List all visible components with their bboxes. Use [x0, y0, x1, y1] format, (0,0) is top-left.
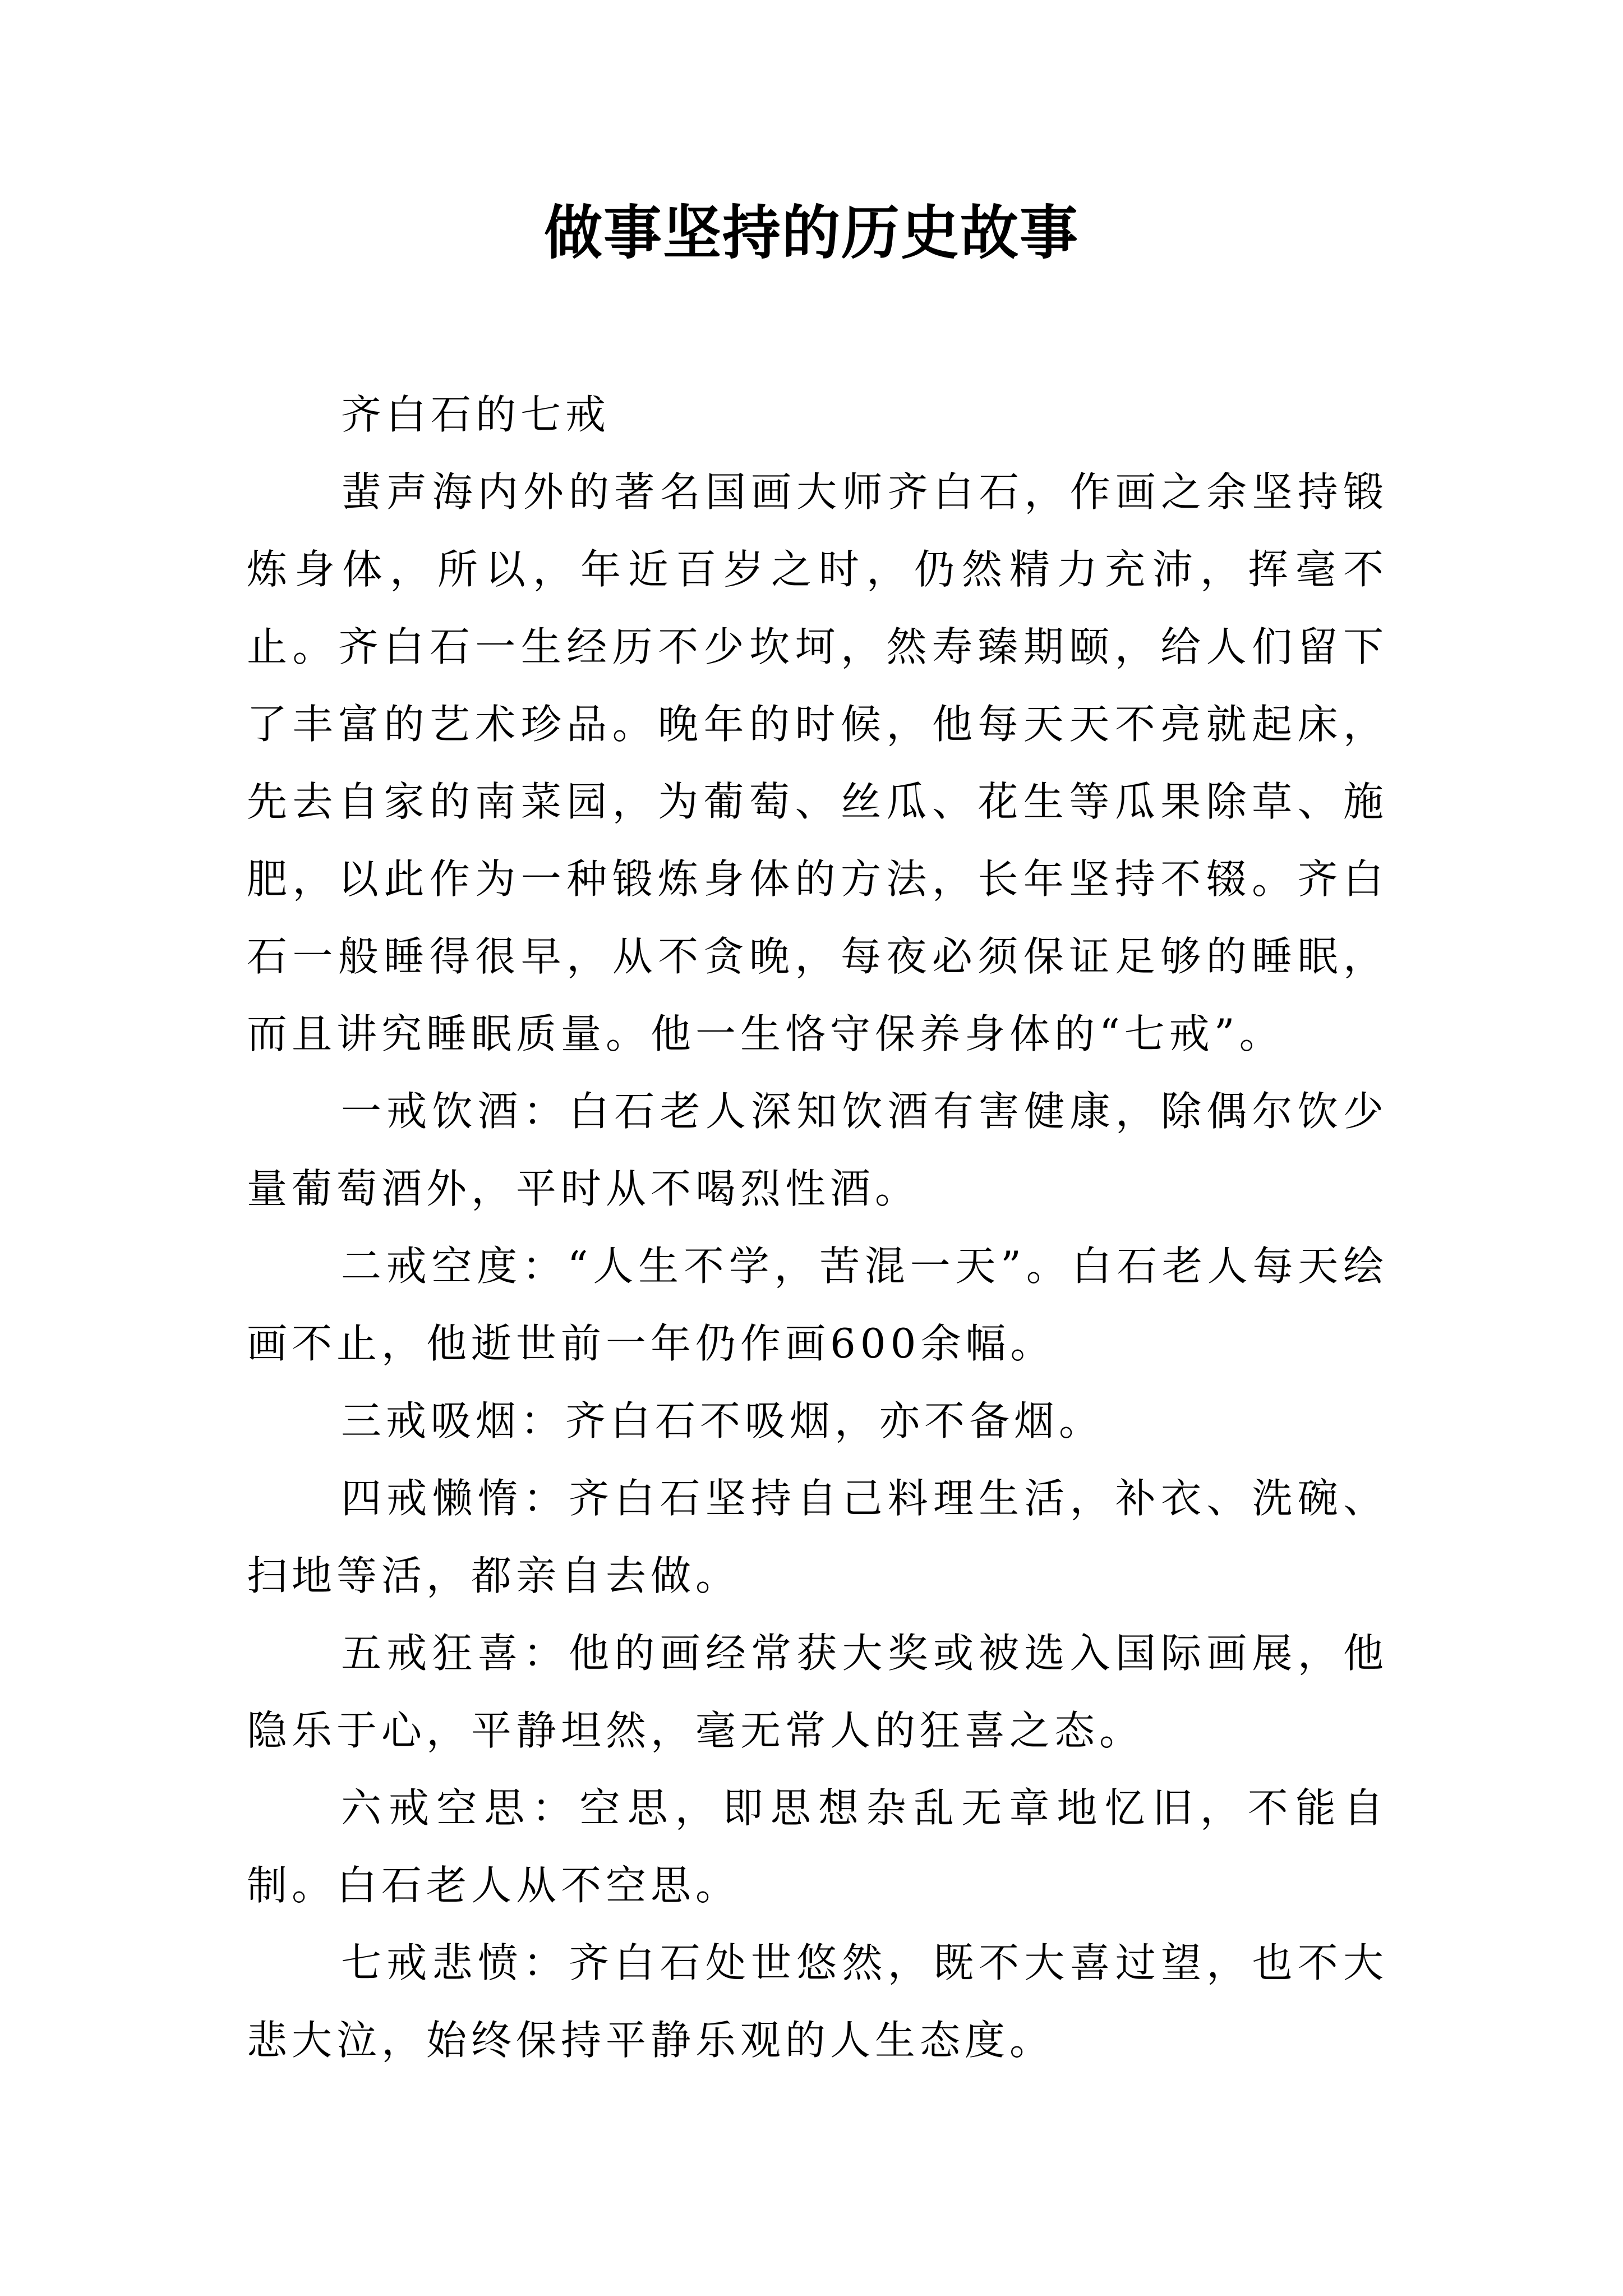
document-title: 做事坚持的历史故事: [543, 198, 1079, 267]
section-heading: 齐白石的七戒: [341, 391, 611, 438]
body-paragraph: 五戒狂喜：他的画经常获大奖或被选入国际画展，他隐乐于心，平静坦然，毫无常人的狂喜之态。: [247, 1630, 1388, 1754]
body-paragraph: 一戒饮酒：白石老人深知饮酒有害健康，除偶尔饮少量葡萄酒外，平时从不喝烈性酒。: [247, 1088, 1388, 1212]
body-paragraph: 七戒悲愤：齐白石处世悠然，既不大喜过望，也不大悲大泣，始终保持平静乐观的人生态度。: [247, 1939, 1388, 2064]
document-body: [247, 376, 1388, 2079]
body-paragraph: 蜚声海内外的著名国画大师齐白石，作画之余坚持锻炼身体，所以，年近百岁之时，仍然精力充沛，挥毫不止。齐白石一生经历不少坎坷，然寿臻期颐，给人们留下了丰富的艺术珍品。晚年的时候，他每天天不亮就起床，先去自家的南菜园，为葡萄、丝瓜、花生等瓜果除草、施肥，以此作为一种锻炼身体的方法，长年坚持不辍。齐白石一般睡得很早，从不贪晚，每夜必须保证足够的睡眠，而且讲究睡眠质量。他一生恪守保养身体的“七戒”。: [247, 468, 1388, 1057]
body-paragraph: 四戒懒惰：齐白石坚持自己料理生活，补衣、洗碗、扫地等活，都亲自去做。: [247, 1475, 1388, 1599]
body-paragraph: 二戒空度：“人生不学，苦混一天”。白石老人每天绘画不止，他逝世前一年仍作画600余幅。: [247, 1243, 1388, 1367]
body-paragraph: 三戒吸烟：齐白石不吸烟，亦不备烟。: [341, 1397, 1104, 1444]
body-paragraph: 六戒空思：空思，即思想杂乱无章地忆旧，不能自制。白石老人从不空思。: [247, 1784, 1388, 1909]
